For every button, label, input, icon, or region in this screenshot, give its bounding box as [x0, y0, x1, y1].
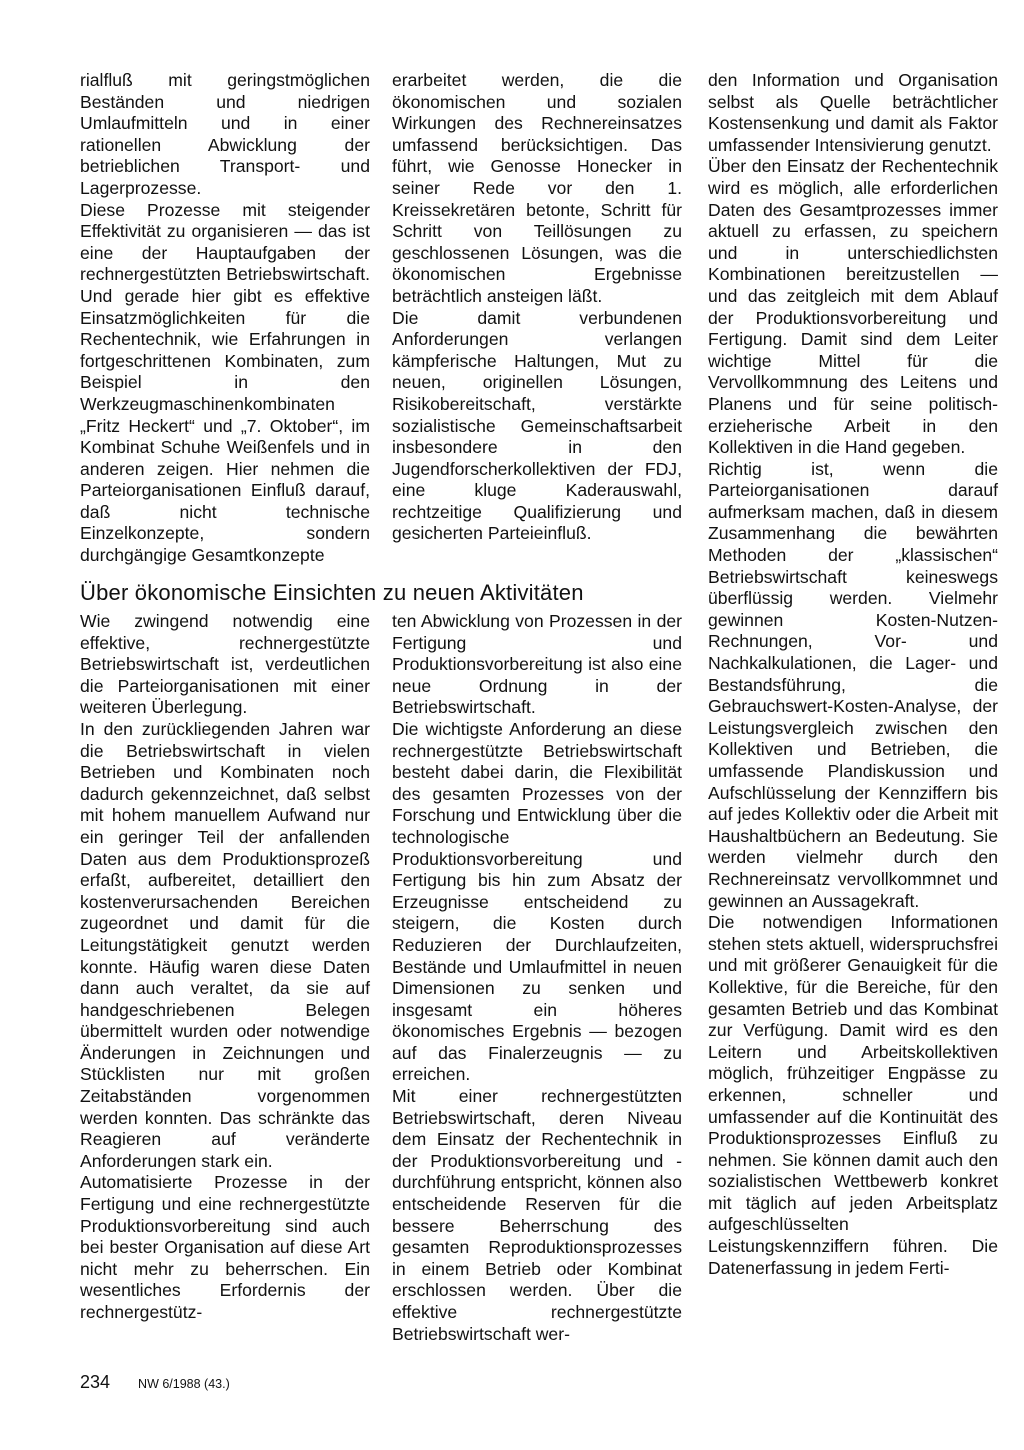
- section-heading: Über ökonomische Einsichten zu neuen Aktivitäten: [80, 580, 584, 606]
- column-1-top-text: rialfluß mit geringstmöglichen Beständen und niedrigen Umlaufmitteln und in einer rationellen Abwicklung der betrieblichen Transport- und Lagerprozesse. Diese Prozesse mit steigender Effektivität zu organisieren — das ist eine der Hauptaufgaben der rechnergestützten Betriebswirtschaft. Und gerade hier gibt es effektive Einsatzmöglichkeiten für die Rechentechnik, wie Erfahrungen in fortgeschrittenen Kombinaten, zum Beispiel in den Werkzeugmaschinenkombinaten „Fritz Heckert“ und „7. Oktober“, im Kombinat Schuhe Weißenfels und in anderen zeigen. Hier nehmen die Parteiorganisationen Einfluß darauf, daß nicht technische Einzelkonzepte, sondern durchgängige Gesamtkonzepte: [80, 70, 370, 566]
- column-2-bottom-text: ten Abwicklung von Prozessen in der Fertigung und Produktionsvorbereitung ist also eine neue Ordnung in der Betriebswirtschaft. Die wichtigste Anforderung an diese rechnergestützte Betriebswirtschaft besteht dabei darin, die Flexibilität des gesamten Prozesses von der Forschung und Entwicklung über die technologische Produktionsvorbereitung und Fertigung bis hin zum Absatz der Erzeugnisse entscheidend zu steigern, die Kosten durch Reduzieren der Durchlaufzeiten, Bestände und Umlaufmittel in neuen Dimensionen zu senken und insgesamt ein höheres ökonomisches Ergebnis — bezogen auf das Finalerzeugnis — zu erreichen. Mit einer rechnergestützten Betriebswirtschaft, deren Niveau dem Einsatz der Rechentechnik in der Produktionsvorbereitung und -durchführung entspricht, können also entscheidende Reserven für die bessere Beherrschung des gesamten Reproduktionsprozesses in einem Betrieb oder Kombinat erschlossen werden. Über die effektive rechnergestützte Betriebswirtschaft wer-: [392, 611, 682, 1344]
- page-footer: [80, 1372, 230, 1393]
- issue-reference: NW 6/1988 (43.): [138, 1377, 230, 1391]
- column-3-text: den Information und Organisation selbst als Quelle beträchtlicher Kostensenkung und damit als Faktor umfassender Intensivierung genutzt. Über den Einsatz der Rechentechnik wird es möglich, alle erforderlichen Daten des Gesamtprozesses immer aktuell zu erfassen, zu speichern und in unterschiedlichsten Kombinationen bereitzustellen — und das zeitgleich mit dem Ablauf der Produktionsvorbereitung und Fertigung. Damit sind dem Leiter wichtige Mittel für die Vervollkommnung des Leitens und Planens und für seine politisch-erzieherische Arbeit in den Kollektiven in die Hand gegeben. Richtig ist, wenn die Parteiorganisationen darauf aufmerksam machen, daß in diesem Zusammenhang die bewährten Methoden der „klassischen“ Betriebswirtschaft keineswegs überflüssig werden. Vielmehr gewinnen Kosten-Nutzen-Rechnungen, Vor- und Nachkalkulationen, die Lager- und Bestandsführung, die Gebrauchswert-Kosten-Analyse, der Leistungsvergleich zwischen den Kollektiven und Betrieben, die umfassende Plandiskussion und Aufschlüsselung der Kennziffern bis auf jedes Kollektiv oder die Arbeit mit Haushaltbüchern an Bedeutung. Sie werden vielmehr durch den Rechnereinsatz vervollkommnet und gewinnen an Aussagekraft. Die notwendigen Informationen stehen stets aktuell, widerspruchsfrei und mit größerer Genauigkeit für die Kollektive, für die Bereiche, für den gesamten Betrieb und das Kombinat zur Verfügung. Damit wird es den Leitern und Arbeitskollektiven möglich, frühzeitiger Engpässe zu erkennen, schneller und umfassender auf die Kontinuität des Produktionsprozesses Einfluß zu nehmen. Sie können damit auch den sozialistischen Wettbewerb konkret mit täglich auf jeden Arbeitsplatz aufgeschlüsselten Leistungskennziffern führen. Die Datenerfassung in jedem Ferti-: [708, 70, 998, 1278]
- column-1-bottom-text: Wie zwingend notwendig eine effektive, rechnergestützte Betriebswirtschaft ist, verdeutlichen die Parteiorganisationen mit einer weiteren Überlegung. In den zurückliegenden Jahren war die Betriebswirtschaft in vielen Betrieben und Kombinaten noch dadurch gekennzeichnet, daß selbst mit hohem manuellem Aufwand nur ein geringer Teil der anfallenden Daten aus dem Produktionsprozeß erfaßt, aufbereitet, detailliert den kostenverursachenden Bereichen zugeordnet und damit für die Leitungstätigkeit genutzt werden konnte. Häufig waren diese Daten dann auch veraltet, da sie auf handgeschriebenen Belegen übermittelt wurden oder notwendige Änderungen in Zeichnungen und Stücklisten nur mit großen Zeitabständen vorgenommen werden konnten. Das schränkte das Reagieren auf veränderte Anforderungen stark ein. Automatisierte Prozesse in der Fertigung und eine rechnergestützte Produktionsvorbereitung sind auch bei bester Organisation auf diese Art nicht mehr zu beherrschen. Ein wesentliches Erfordernis der rechnergestütz-: [80, 611, 370, 1322]
- column-2-top-text: erarbeitet werden, die die ökonomischen und sozialen Wirkungen des Rechnereinsatzes umfassend berücksichtigen. Das führt, wie Genosse Honecker in seiner Rede vor den 1. Kreissekretären betonte, Schritt für Schritt von Teillösungen zu geschlossenen Lösungen, was die ökonomischen Ergebnisse beträchtlich ansteigen läßt. Die damit verbundenen Anforderungen verlangen kämpferische Haltungen, Mut zu neuen, originellen Lösungen, Risikobereitschaft, verstärkte sozialistische Gemeinschaftsarbeit insbesondere in den Jugendforscherkollektiven der FDJ, eine kluge Kaderauswahl, rechtzeitige Qualifizierung und gesicherten Parteieinfluß.: [392, 70, 682, 544]
- page-number: 234: [80, 1372, 111, 1392]
